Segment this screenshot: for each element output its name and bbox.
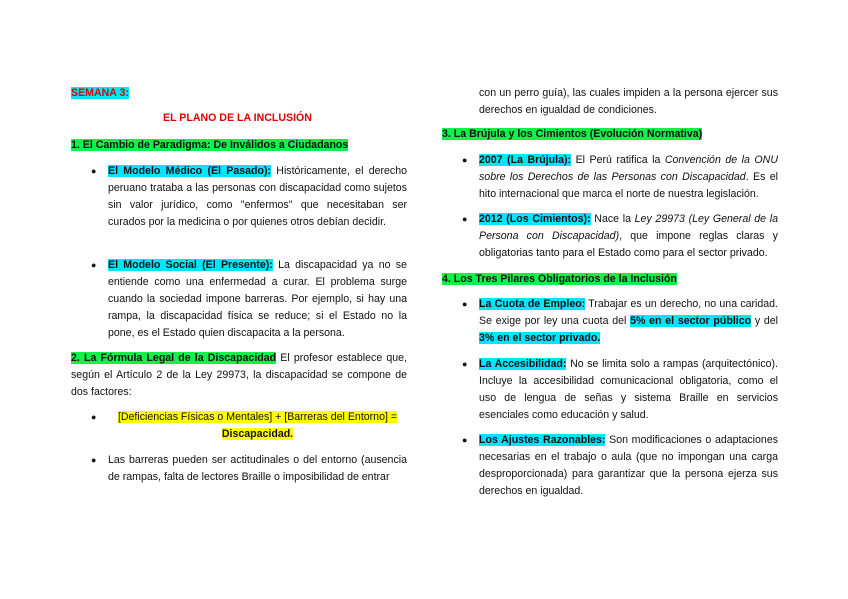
section-4-heading <box>442 271 677 288</box>
section-2-text: El profesor establece que, según el Artículo 2 de la Ley 29973, la discapacidad se compone de dos factores: <box>71 352 407 398</box>
section-1-heading-text: 1. El Cambio de Paradigma: De Inválidos a Ciudadanos <box>71 139 349 151</box>
list-item-social-model <box>91 257 407 342</box>
item-label: 2012 (Los Cimientos): <box>479 213 591 225</box>
list-item-employment-quota <box>462 296 779 347</box>
week-label <box>71 85 129 102</box>
section-4-heading-text: 4. Los Tres Pilares Obligatorios de la Inclusión <box>442 273 677 285</box>
item-text: No se limita solo a rampas (arquitectónico). Incluye la accesibilidad comunicacional obligatoria, como el uso de lengua de señas y sistema Braille en servicios esenciales como educación y salud. <box>479 358 778 421</box>
bullet-icon: ● <box>462 359 468 369</box>
item-label: El Modelo Social (El Presente): <box>108 259 273 271</box>
section-2-paragraph <box>71 350 407 401</box>
item-label: Los Ajustes Razonables: <box>479 434 606 446</box>
item-text: El Perú ratifica la <box>571 154 665 166</box>
bullet-icon: ● <box>462 299 468 309</box>
list-item-2012 <box>462 211 778 262</box>
list-item-medical-model <box>91 163 408 231</box>
item-highlight: 5% en el sector público <box>630 315 752 327</box>
section-3-heading-text: 3. La Brújula y los Cimientos (Evolución Normativa) <box>442 128 703 140</box>
bullet-icon: ● <box>91 455 97 465</box>
item-label: 2007 (La Brújula): <box>479 154 572 166</box>
item-text: Son modificaciones o adaptaciones necesarias en el trabajo o aula (que no impongan una carga desproporcionada) para garantizar que la persona ejerza sus derechos en igualdad. <box>479 434 779 497</box>
bullet-icon: ● <box>91 260 97 270</box>
item-label: La Cuota de Empleo: <box>479 298 586 310</box>
item-label: El Modelo Médico (El Pasado): <box>108 165 272 177</box>
list-item-2007 <box>462 152 778 203</box>
bullet-icon: ● <box>462 155 468 165</box>
bullet-icon: ● <box>91 412 97 422</box>
section-3-heading <box>442 126 702 143</box>
continuation-text: con un perro guía), las cuales impiden a la persona ejercer sus derechos en igualdad de condiciones. <box>479 87 778 116</box>
item-text: Históricamente, el derecho peruano trataba a las personas con discapacidad como sujetos sin valor jurídico, como "enfermos" que necesitaban ser curados por la medicina o por quienes otros debían decidir. <box>108 165 408 228</box>
item-label: La Accesibilidad: <box>479 358 567 370</box>
document-title: EL PLANO DE LA INCLUSIÓN <box>163 112 312 124</box>
section-2-heading-text: 2. La Fórmula Legal de la Discapacidad <box>71 352 277 364</box>
item-text: Las barreras pueden ser actitudinales o del entorno (ausencia de rampas, falta de lectores Braille o imposibilidad de entrar <box>108 454 407 483</box>
item-italic-text: Ley 29973 (Ley General de la Persona con Discapacidad) <box>479 213 778 242</box>
list-item-accessibility <box>462 356 778 424</box>
item-text: La discapacidad ya no se entiende como una enfermedad a curar. El problema surge cuando la sociedad impone barreras. Por ejemplo, si hay una rampa, la discapacidad física se reduce; si el Estado no la pone, es el Estado quien discapacita a la persona. <box>108 259 407 339</box>
section-1-heading <box>71 137 348 154</box>
bullet-icon: ● <box>91 166 97 176</box>
item-text: . Es el hito internacional que marca el norte de nuestra legislación. <box>479 171 778 200</box>
item-text: Nace la <box>590 213 635 225</box>
week-label-text: SEMANA 3: <box>71 87 129 99</box>
item-text: Trabajar es un derecho, no una caridad. Se exige por ley una cuota del <box>479 298 779 327</box>
list-item-reasonable-adjustments <box>462 432 779 500</box>
formula-line-2: Discapacidad. <box>221 428 294 440</box>
item-italic-text: Convención de la ONU sobre los Derechos de las Personas con Discapacidad <box>479 154 778 183</box>
item-text: , que impone reglas claras y obligatorias tanto para el Estado como para el sector privado. <box>479 230 778 259</box>
formula-item <box>91 409 407 443</box>
formula-line-1: [Deficiencias Físicas o Mentales] + [Barreras del Entorno] = <box>117 411 398 423</box>
list-item-barriers <box>91 452 407 486</box>
bullet-icon: ● <box>462 435 468 445</box>
item-highlight: 3% en el sector privado. <box>479 332 601 344</box>
item-text: y del <box>751 315 779 327</box>
bullet-icon: ● <box>462 214 468 224</box>
